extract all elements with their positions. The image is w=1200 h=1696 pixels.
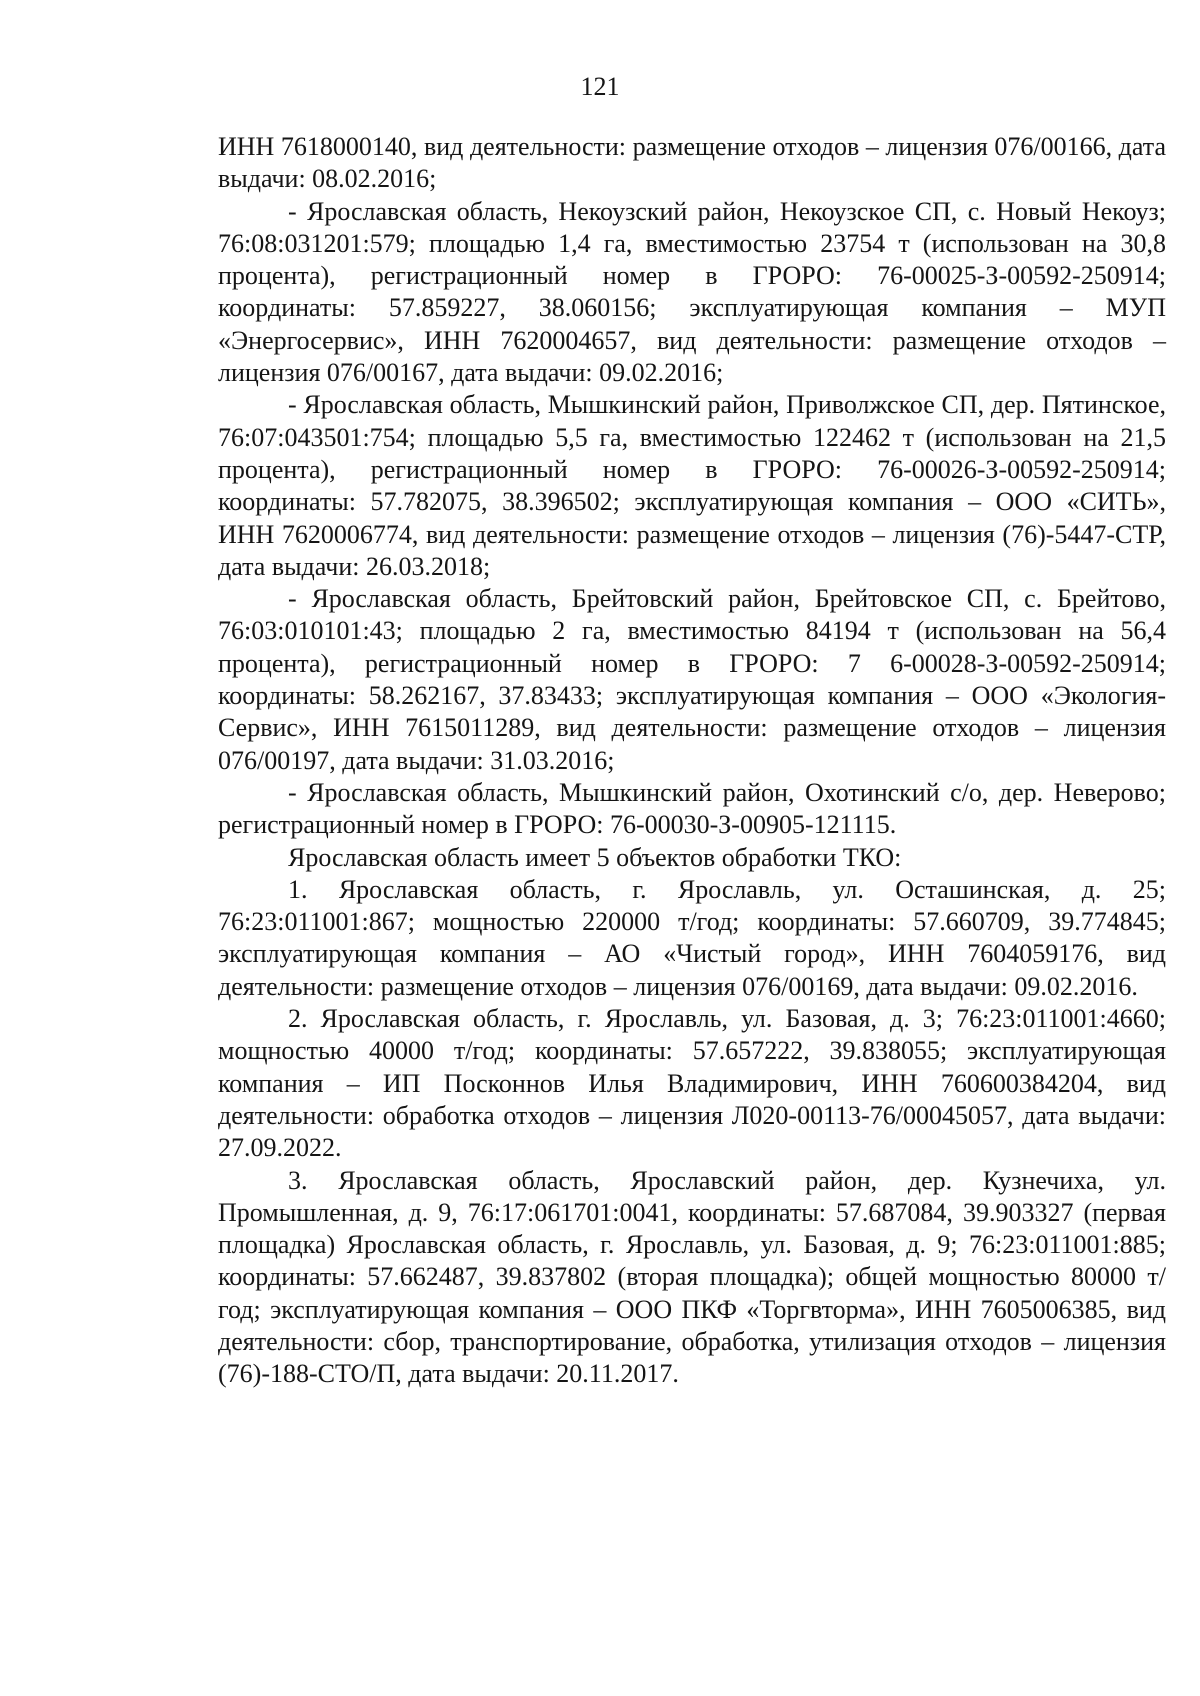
paragraph-processing-item-3: 3. Ярославская область, Ярославский район, дер. Кузнечиха, ул. Промышленная, д. 9, 76:17:061701:0041, координаты: 57.687084, 39.903327 (первая площадка) Ярославская область, г. Ярославль, ул. Базовая, д. 9; 76:23:011001:885; координаты: 57.662487, 39.837802 (вторая площадка); общей мощностью 80000 т/год; эксплуатирующая компания – ООО ПКФ «Торгвторма», ИНН 7605006385, вид деятельности: сбор, транспортирование, обработка, утилизация отходов – лицензия (76)-188-СТО/П, дата выдачи: 20.11.2017. xyxy=(218,1165,1166,1389)
page-number: 121 xyxy=(580,72,620,101)
paragraph-inn-continuation: ИНН 7618000140, вид деятельности: размещение отходов – лицензия 076/00166, дата выдачи: 08.02.2016; xyxy=(218,132,1166,194)
paragraph-processing-item-2: 2. Ярославская область, г. Ярославль, ул. Базовая, д. 3; 76:23:011001:4660; мощностью 40000 т/год; координаты: 57.657222, 39.838055; эксплуатирующая компания – ИП Посконнов Илья Владимирович, ИНН 760600384204, вид деятельности: обработка отходов – лицензия Л020-00113-76/00045057, дата выдачи: 27.09.2022. xyxy=(218,1004,1166,1163)
document-body xyxy=(218,131,1166,1391)
paragraph-breytovo-landfill: - Ярославская область, Брейтовский район, Брейтовское СП, с. Брейтово, 76:03:010101:43; площадью 2 га, вместимостью 84194 т (использован на 56,4 процента), регистрационный номер в ГРОРО: 7 6-00028-З-00592-250914; координаты: 58.262167, 37.83433; эксплуатирующая компания – ООО «Экология-Сервис», ИНН 7615011289, вид деятельности: размещение отходов – лицензия 076/00197, дата выдачи: 31.03.2016; xyxy=(218,584,1166,775)
paragraph-neverovo-landfill: - Ярославская область, Мышкинский район, Охотинский с/о, дер. Неверово; регистрационный номер в ГРОРО: 76-00030-З-00905-121115. xyxy=(218,777,1166,840)
paragraph-processing-item-1: 1. Ярославская область, г. Ярославль, ул. Осташинская, д. 25; 76:23:011001:867; мощностью 220000 т/год; координаты: 57.660709, 39.774845; эксплуатирующая компания – АО «Чистый город», ИНН 7604059176, вид деятельности: размещение отходов – лицензия 076/00169, дата выдачи: 09.02.2016. xyxy=(218,874,1166,1001)
paragraph-pyatinskoe-landfill: - Ярославская область, Мышкинский район, Приволжское СП, дер. Пятинское, 76:07:043501:754; площадью 5,5 га, вместимостью 122462 т (использован на 21,5 процента), регистрационный номер в ГРОРО: 76-00026-З-00592-250914; координаты: 57.782075, 38.396502; эксплуатирующая компания – ООО «СИТЬ», ИНН 7620006774, вид деятельности: размещение отходов – лицензия (76)-5447-СТР, дата выдачи: 26.03.2018; xyxy=(218,390,1166,581)
paragraph-nekouz-landfill: - Ярославская область, Некоузский район, Некоузское СП, с. Новый Некоуз; 76:08:031201:579; площадью 1,4 га, вместимостью 23754 т (использован на 30,8 процента), регистрационный номер в ГРОРО: 76-00025-З-00592-250914; координаты: 57.859227, 38.060156; эксплуатирующая компания – МУП «Энергосервис», ИНН 7620004657, вид деятельности: размещение отходов – лицензия 076/00167, дата выдачи: 09.02.2016; xyxy=(218,196,1166,388)
paragraph-processing-intro: Ярославская область имеет 5 объектов обработки ТКО: xyxy=(288,842,902,872)
